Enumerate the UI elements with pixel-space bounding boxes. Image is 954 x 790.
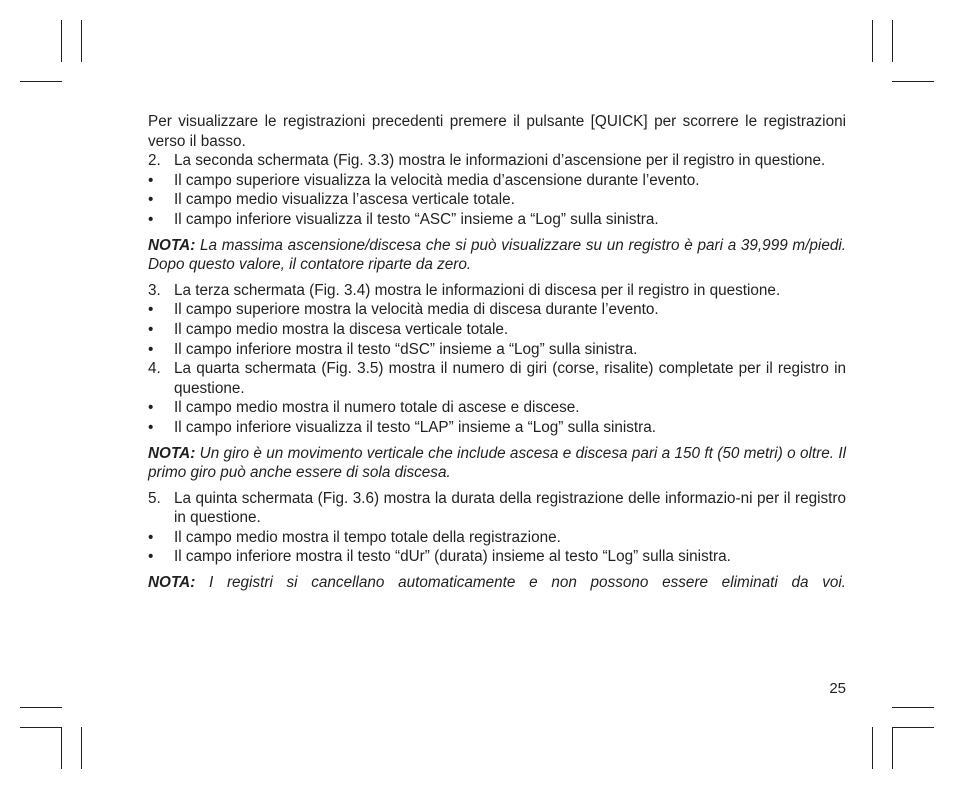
crop-mark [20, 727, 62, 728]
list-item: • Il campo medio visualizza l’ascesa verticale totale. [148, 191, 515, 209]
intro-paragraph: Per visualizzare le registrazioni precedenti premere il pulsante [QUICK] per scorrere le registrazioni verso il basso. [148, 113, 846, 150]
crop-mark [61, 727, 62, 769]
numbered-item: 5. La quinta schermata (Fig. 3.6) mostra la durata della registrazione delle informazio-ni per il registro in questione. [148, 489, 846, 527]
crop-mark [892, 727, 934, 728]
list-item: • Il campo medio mostra la discesa verticale totale. [148, 320, 509, 338]
list-item: • Il campo inferiore visualizza il testo “LAP” insieme a “Log” sulla sinistra. [148, 418, 657, 436]
list-item: • Il campo inferiore mostra il testo “dUr” (durata) insieme al testo “Log” sulla sinistra. [148, 548, 731, 566]
page-body [148, 112, 846, 599]
crop-mark [892, 727, 893, 769]
crop-mark [20, 707, 62, 708]
crop-mark [872, 20, 873, 62]
note-paragraph: NOTA: Un giro è un movimento verticale che include ascesa e discesa pari a 150 ft (50 metri) o oltre. Il primo giro può anche essere di sola discesa. [148, 444, 847, 482]
note-paragraph: NOTA: La massima ascensione/discesa che si può visualizzare su un registro è pari a 39,999 m/piedi. Dopo questo valore, il contatore riparte da zero. [148, 236, 846, 274]
list-item: • Il campo inferiore mostra il testo “dSC” insieme a “Log” sulla sinistra. [148, 340, 638, 358]
list-item: • Il campo medio mostra il numero totale di ascese e discese. [148, 399, 580, 417]
crop-mark [892, 707, 934, 708]
note-paragraph: NOTA: I registri si cancellano automaticamente e non possono essere eliminati da voi. [148, 574, 846, 592]
list-item: • Il campo inferiore visualizza il testo “ASC” insieme a “Log” sulla sinistra. [148, 210, 659, 228]
crop-mark [892, 81, 934, 82]
crop-mark [20, 81, 62, 82]
crop-mark [872, 727, 873, 769]
numbered-item: 2. La seconda schermata (Fig. 3.3) mostra le informazioni d’ascensione per il registro in questione. [148, 152, 826, 170]
list-item: • Il campo superiore visualizza la velocità media d’ascensione durante l’evento. [148, 171, 700, 189]
crop-mark [81, 20, 82, 62]
numbered-item: 4. La quarta schermata (Fig. 3.5) mostra il numero di giri (corse, risalite) completate per il registro in questione. [148, 360, 846, 397]
crop-mark [61, 20, 62, 62]
page-number: 25 [829, 680, 846, 697]
list-item: • Il campo medio mostra il tempo totale della registrazione. [148, 528, 561, 546]
list-item: • Il campo superiore mostra la velocità media di discesa durante l’evento. [148, 301, 659, 319]
crop-mark [892, 20, 893, 62]
numbered-item: 3. La terza schermata (Fig. 3.4) mostra le informazioni di discesa per il registro in questione. [148, 281, 781, 299]
crop-mark [81, 727, 82, 769]
